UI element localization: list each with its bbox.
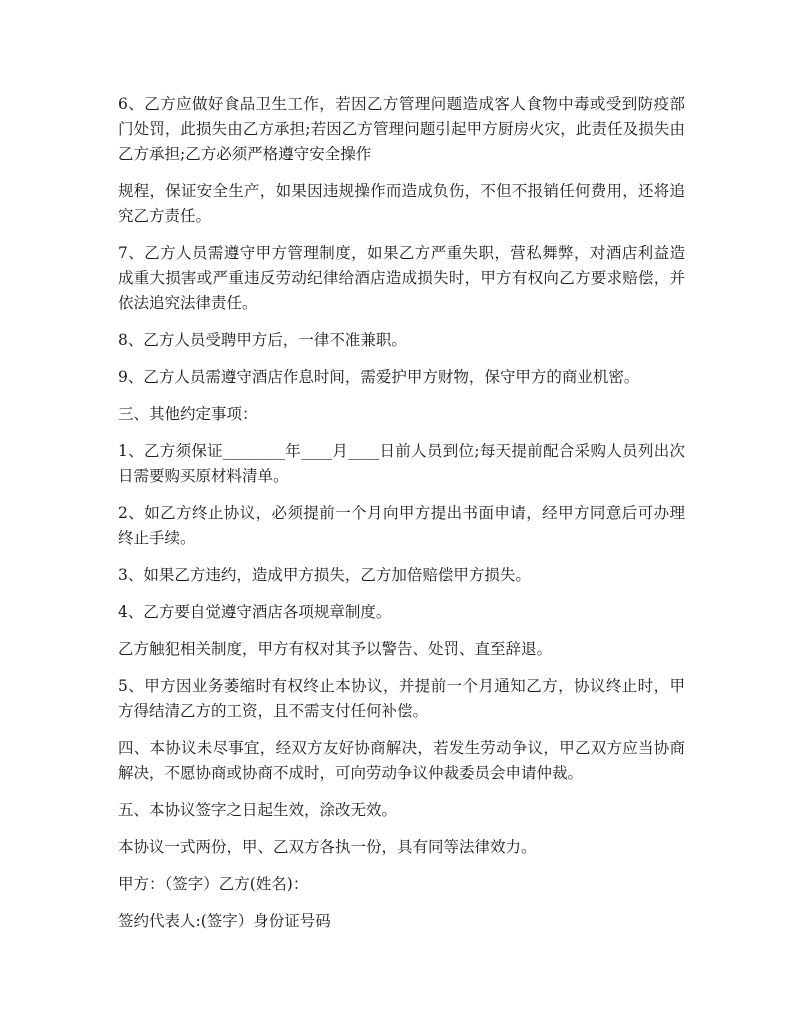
clause-6-paragraph: 6、乙方应做好食品卫生工作，若因乙方管理问题造成客人食物中毒或受到防疫部门处罚，此损失由乙方承担;若因乙方管理问题引起甲方厨房火灾，此责任及损失由乙方承担;乙方必须严格遵守安全操作	[118, 95, 685, 163]
section-3-item-2: 2、如乙方终止协议，必须提前一个月向甲方提出书面申请，经甲方同意后可办理终止手续。	[118, 504, 685, 547]
copies-statement: 本协议一式两份，甲、乙双方各执一份，具有同等法律效力。	[118, 838, 537, 856]
document-page	[118, 92, 685, 946]
clause-7-paragraph: 7、乙方人员需遵守甲方管理制度，如果乙方严重失职，营私舞弊，对酒店利益造成重大损害或严重违反劳动纪律给酒店造成损失时，甲方有权向乙方要求赔偿，并依法追究法律责任。	[118, 244, 685, 312]
section-3-item-3: 3、如果乙方违约，造成甲方损失，乙方加倍赔偿甲方损失。	[118, 566, 531, 584]
section-3-item-5: 5、甲方因业务萎缩时有权终止本协议，并提前一个月通知乙方，协议终止时，甲方得结清乙方的工资，且不需支付任何补偿。	[118, 677, 685, 720]
section-3-item-4: 4、乙方要自觉遵守酒店各项规章制度。	[118, 603, 392, 621]
section-4-paragraph: 四、本协议未尽事宜，经双方友好协商解决，若发生劳动争议，甲乙双方应当协商解决，不愿协商或协商不成时，可向劳动争议仲裁委员会申请仲裁。	[118, 739, 685, 782]
section-3-heading: 三、其他约定事项：	[118, 405, 258, 423]
section-3-item-4-note: 乙方触犯相关制度，甲方有权对其予以警告、处罚、直至辞退。	[118, 640, 553, 658]
clause-8-paragraph: 8、乙方人员受聘甲方后，一律不准兼职。	[118, 331, 407, 349]
party-signature-line: 甲方：（签字）乙方(姓名)：	[118, 875, 309, 893]
section-3-item-1: 1、乙方须保证________年____月____日前人员到位;每天提前配合采购人员列出次日需要购买原材料清单。	[118, 442, 685, 485]
clause-9-paragraph: 9、乙方人员需遵守酒店作息时间，需爱护甲方财物，保守甲方的商业机密。	[118, 368, 640, 386]
clause-6-continued-paragraph: 规程，保证安全生产，如果因违规操作而造成负伤，不但不报销任何费用，还将追究乙方责任。	[118, 182, 685, 225]
section-5-paragraph: 五、本协议签字之日起生效，涂改无效。	[118, 801, 398, 819]
representative-signature-line: 签约代表人:(签字）身份证号码	[118, 912, 331, 930]
